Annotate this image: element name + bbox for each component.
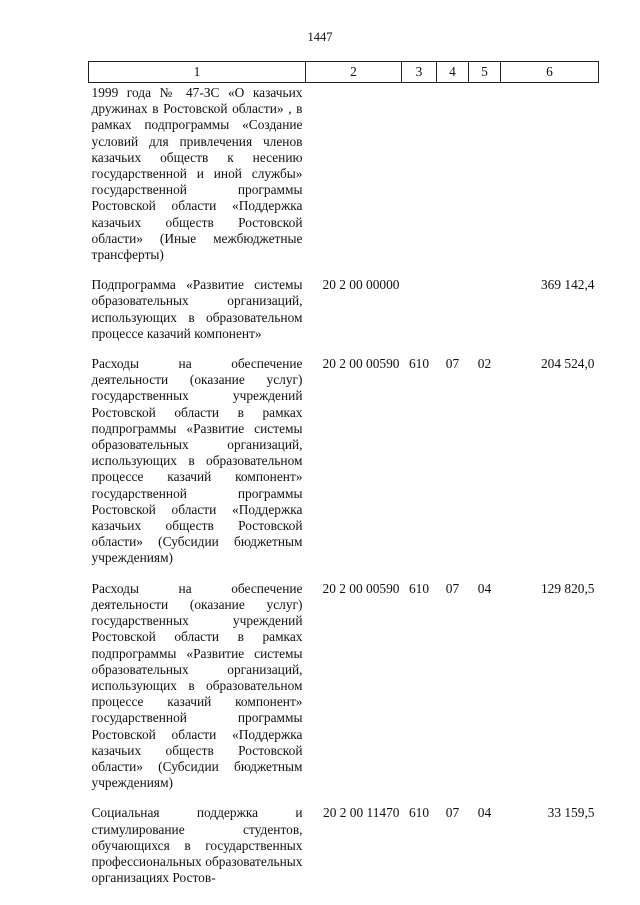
- row-sum: 204 524,0: [540, 356, 595, 372]
- row-vr: [402, 83, 437, 278]
- row-name: Социальная поддержка и стимулирование студентов, обучающихся в государственных профессиональных образовательных организациях Ростов-: [91, 805, 303, 886]
- row-sum: 129 820,5: [540, 580, 595, 596]
- row-code: 20 2 00 00000: [322, 277, 400, 293]
- row-name: 1999 года № 47-ЗС «О казачьих дружинах в Ростовской области» , в рамках подпрограммы «Создание условий для привлечения членов казачьих обществ к несению государственной и иной службы» государственной программы Ростовской области «Поддержка казачьих обществ Ростовской области» (Иные межбюджетные трансферты): [91, 85, 303, 263]
- row-rz: [437, 83, 469, 278]
- table-row: [89, 805, 599, 886]
- row-pr: 02: [477, 356, 492, 372]
- row-rz: 07: [445, 356, 460, 372]
- table-row: [89, 277, 599, 356]
- budget-table-container: [88, 61, 598, 886]
- row-rz: [437, 277, 469, 356]
- row-sum: [501, 83, 599, 278]
- row-pr: 04: [477, 805, 492, 821]
- row-name: Подпрограмма «Развитие системы образовательных организаций, использующих в образовательном процессе казачий компонент»: [91, 277, 303, 341]
- table-row: [89, 83, 599, 278]
- row-sum: 369 142,4: [540, 277, 595, 293]
- row-vr: 610: [408, 805, 430, 821]
- row-vr: 610: [408, 356, 430, 372]
- column-header-vr: 3: [402, 62, 437, 83]
- row-pr: [469, 83, 501, 278]
- row-code: 20 2 00 00590: [322, 580, 400, 596]
- row-rz: 07: [445, 805, 460, 821]
- row-sum: 33 159,5: [547, 805, 595, 821]
- column-header-pr: 5: [469, 62, 501, 83]
- row-code: 20 2 00 00590: [322, 356, 400, 372]
- budget-table: [88, 61, 599, 886]
- column-header-rz: 4: [437, 62, 469, 83]
- page-number: 1447: [307, 30, 333, 44]
- row-vr: 610: [408, 580, 430, 596]
- row-name: Расходы на обеспечение деятельности (оказание услуг) государственных учреждений Ростовской области в рамках подпрограммы «Развитие системы образовательных организаций, использующих в образовательном процессе казачий компонент» государственной программы Ростовской области «Поддержка казачьих обществ Ростовской области» (Субсидии бюджетным учреждениям): [91, 580, 303, 791]
- row-pr: [469, 277, 501, 356]
- row-code: [306, 83, 402, 278]
- table-row: [89, 581, 599, 806]
- table-row: [89, 356, 599, 581]
- row-name: Расходы на обеспечение деятельности (оказание услуг) государственных учреждений Ростовской области в рамках подпрограммы «Развитие системы образовательных организаций, использующих в образовательном процессе казачий компонент» государственной программы Ростовской области «Поддержка казачьих обществ Ростовской области» (Субсидии бюджетным учреждениям): [91, 356, 303, 566]
- row-rz: 07: [445, 580, 460, 596]
- row-pr: 04: [477, 580, 492, 596]
- row-code: 20 2 00 11470: [323, 805, 400, 821]
- column-header-sum: 6: [501, 62, 599, 83]
- row-vr: [402, 277, 437, 356]
- column-header-name: 1: [89, 62, 306, 83]
- table-header-row: [89, 62, 599, 83]
- column-header-code: 2: [306, 62, 402, 83]
